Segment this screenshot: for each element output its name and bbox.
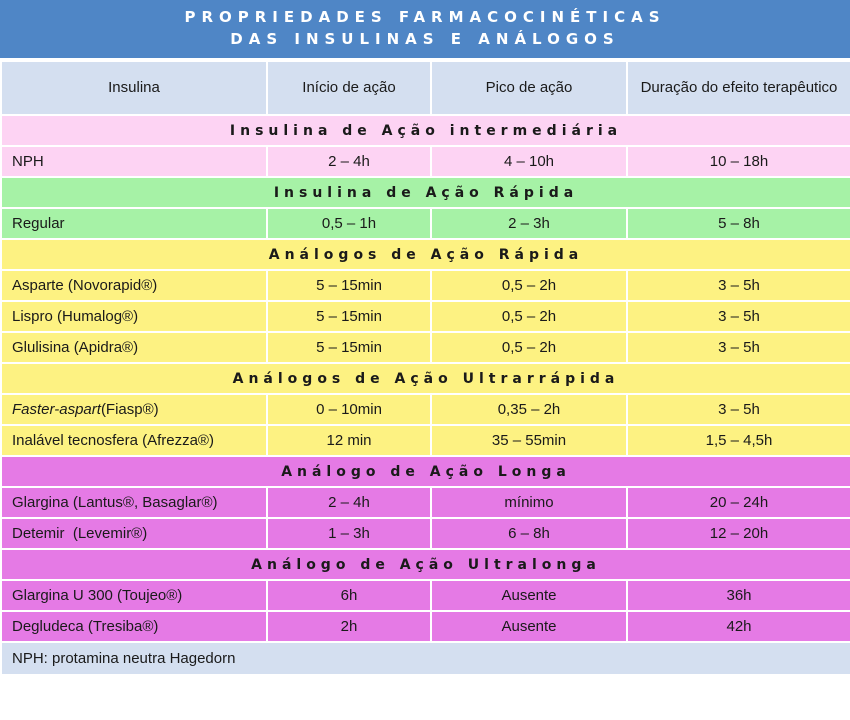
header-row (1, 61, 850, 115)
insulin-table (0, 60, 850, 676)
section-title: Análogos de Ação Rápida (1, 239, 850, 270)
cell-insulin: Detemir (Levemir®) (1, 518, 267, 549)
cell-onset: 12 min (267, 425, 431, 456)
table-row (1, 301, 850, 332)
cell-peak: 6 – 8h (431, 518, 627, 549)
cell-duration: 42h (627, 611, 850, 642)
cell-insulin: Asparte (Novorapid®) (1, 270, 267, 301)
footnote: NPH: protamina neutra Hagedorn (1, 642, 850, 675)
section-row-analog-ultralong (1, 549, 850, 580)
cell-onset: 2h (267, 611, 431, 642)
table-row (1, 332, 850, 363)
cell-onset: 1 – 3h (267, 518, 431, 549)
table-row (1, 394, 850, 425)
cell-insulin: Glargina (Lantus®, Basaglar®) (1, 487, 267, 518)
cell-peak: 4 – 10h (431, 146, 627, 177)
cell-duration: 36h (627, 580, 850, 611)
cell-onset: 0,5 – 1h (267, 208, 431, 239)
table-row (1, 580, 850, 611)
cell-peak: 0,35 – 2h (431, 394, 627, 425)
cell-peak: Ausente (431, 580, 627, 611)
header-duracao: Duração do efeito terapêutico (627, 61, 850, 115)
cell-onset: 2 – 4h (267, 487, 431, 518)
cell-onset: 5 – 15min (267, 301, 431, 332)
cell-duration: 3 – 5h (627, 394, 850, 425)
cell-peak: 0,5 – 2h (431, 270, 627, 301)
cell-insulin: Glargina U 300 (Toujeo®) (1, 580, 267, 611)
table-row (1, 518, 850, 549)
section-row-analog-long (1, 456, 850, 487)
cell-insulin: NPH (1, 146, 267, 177)
cell-onset: 5 – 15min (267, 270, 431, 301)
header-pico: Pico de ação (431, 61, 627, 115)
cell-insulin: Degludeca (Tresiba®) (1, 611, 267, 642)
section-title: Insulina de Ação intermediária (1, 115, 850, 146)
cell-duration: 5 – 8h (627, 208, 850, 239)
cell-duration: 3 – 5h (627, 332, 850, 363)
cell-onset: 6h (267, 580, 431, 611)
section-title: Análogos de Ação Ultrarrápida (1, 363, 850, 394)
cell-duration: 3 – 5h (627, 270, 850, 301)
cell-insulin (1, 394, 267, 425)
table-row (1, 146, 850, 177)
section-row-analog-rapid (1, 239, 850, 270)
section-row-analog-ultrarapid (1, 363, 850, 394)
cell-insulin: Lispro (Humalog®) (1, 301, 267, 332)
cell-onset: 0 – 10min (267, 394, 431, 425)
cell-duration: 12 – 20h (627, 518, 850, 549)
cell-peak: Ausente (431, 611, 627, 642)
table-row (1, 487, 850, 518)
cell-onset: 5 – 15min (267, 332, 431, 363)
title-line-2: DAS INSULINAS E ANÁLOGOS (230, 30, 620, 48)
cell-insulin: Inalável tecnosfera (Afrezza®) (1, 425, 267, 456)
cell-insulin: Regular (1, 208, 267, 239)
table-title (0, 0, 850, 58)
cell-duration: 10 – 18h (627, 146, 850, 177)
cell-insulin-italic: Faster-aspart (12, 401, 101, 418)
cell-insulin-brand: (Fiasp®) (100, 401, 159, 418)
cell-peak: mínimo (431, 487, 627, 518)
header-insulina: Insulina (1, 61, 267, 115)
section-row-intermediate (1, 115, 850, 146)
cell-duration: 20 – 24h (627, 487, 850, 518)
table-row (1, 425, 850, 456)
title-line-1: PROPRIEDADES FARMACOCINÉTICAS (184, 8, 666, 26)
cell-insulin: Glulisina (Apidra®) (1, 332, 267, 363)
section-title: Análogo de Ação Ultralonga (1, 549, 850, 580)
footnote-row (1, 642, 850, 675)
cell-duration: 3 – 5h (627, 301, 850, 332)
cell-peak: 2 – 3h (431, 208, 627, 239)
cell-peak: 35 – 55min (431, 425, 627, 456)
table-row (1, 208, 850, 239)
cell-peak: 0,5 – 2h (431, 332, 627, 363)
section-row-rapid (1, 177, 850, 208)
header-inicio: Início de ação (267, 61, 431, 115)
section-title: Análogo de Ação Longa (1, 456, 850, 487)
cell-duration: 1,5 – 4,5h (627, 425, 850, 456)
table-row (1, 611, 850, 642)
table-row (1, 270, 850, 301)
cell-peak: 0,5 – 2h (431, 301, 627, 332)
section-title: Insulina de Ação Rápida (1, 177, 850, 208)
cell-onset: 2 – 4h (267, 146, 431, 177)
